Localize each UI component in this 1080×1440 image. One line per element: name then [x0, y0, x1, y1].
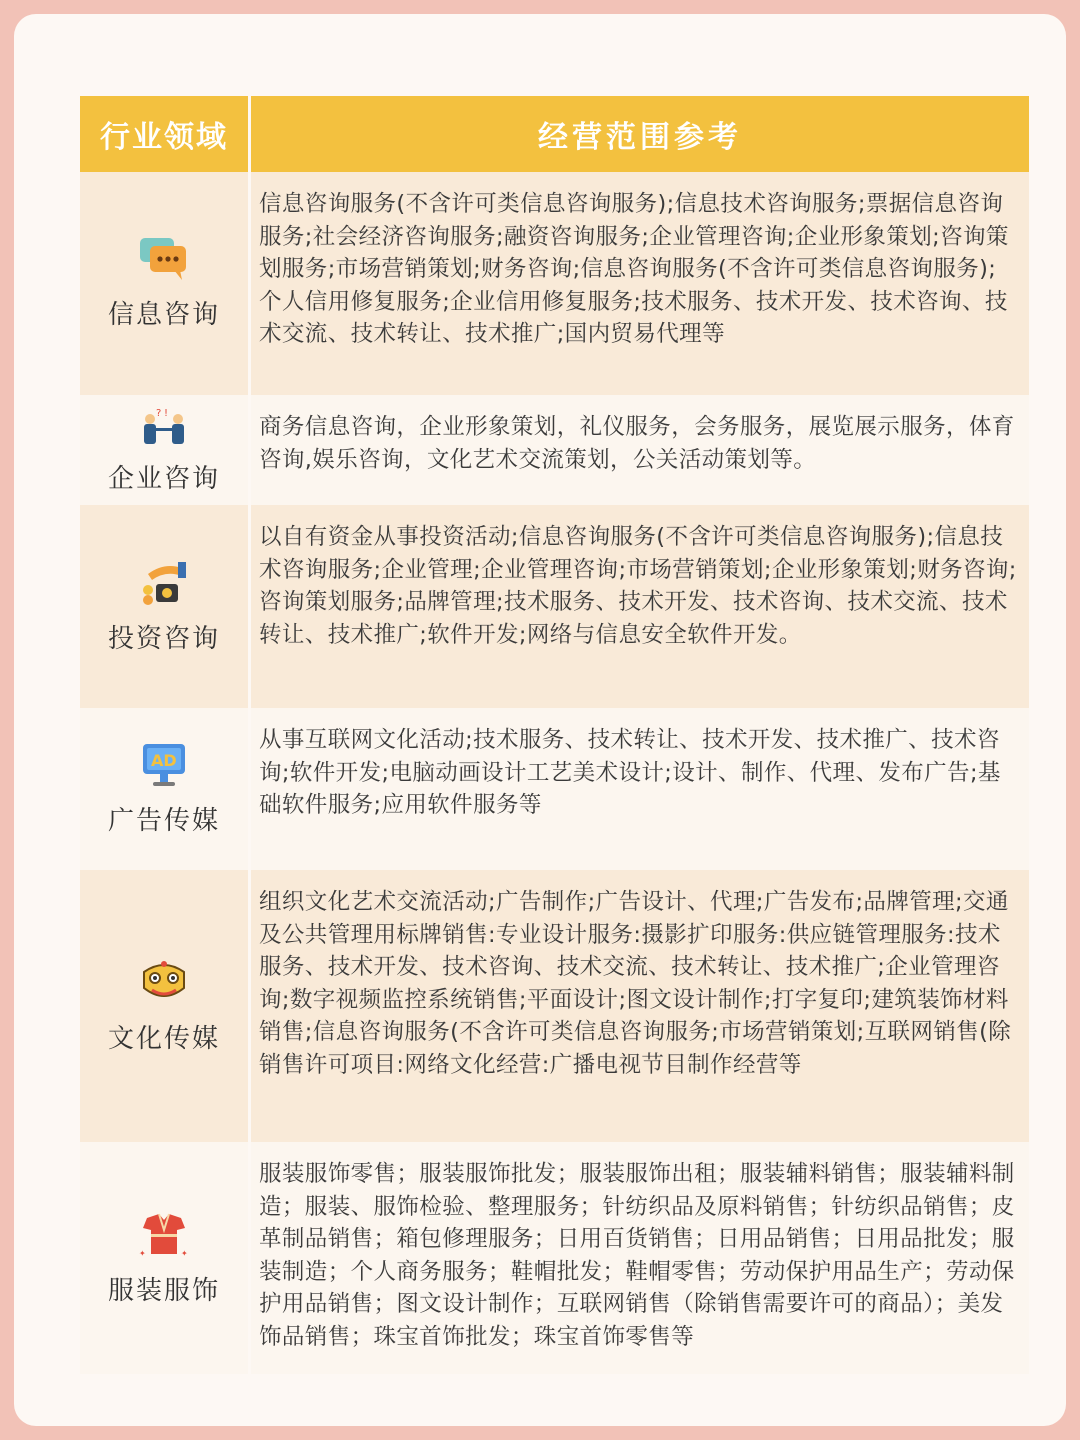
- table-row: [80, 1142, 1029, 1374]
- table-header: [80, 96, 1029, 172]
- category-cell: [80, 870, 251, 1142]
- table-row: [80, 505, 1029, 708]
- scope-text: 信息咨询服务(不含许可类信息咨询服务);信息技术咨询服务;票据信息咨询服务;社会经济咨询服务;融资咨询服务;企业管理咨询;企业形象策划;咨询策划服务;市场营销策划;财务咨询;信息咨询服务(不含许可类信息咨询服务);个人信用修复服务;企业信用修复服务;技术服务、技术开发、技术咨询、技术交流、技术转让、技术推广;国内贸易代理等: [251, 172, 1029, 395]
- category-cell: [80, 708, 251, 870]
- svg-text:?: ?: [156, 407, 162, 419]
- table-row: [80, 172, 1029, 395]
- category-label: 广告传媒: [107, 805, 220, 836]
- header-scope: 经营范围参考: [251, 96, 1029, 172]
- table-row: [80, 708, 1029, 870]
- scope-text: 以自有资金从事投资活动;信息咨询服务(不含许可类信息咨询服务);信息技术咨询服务;企业管理;企业管理咨询;市场营销策划;企业形象策划;财务咨询;咨询策划服务;品牌管理;技术服务、技术开发、技术咨询、技术交流、技术转让、技术推广;软件开发;网络与信息安全软件开发。: [251, 505, 1029, 708]
- ad-text: AD: [151, 750, 177, 770]
- category-cell: [80, 172, 251, 395]
- garment-icon: [139, 1210, 189, 1262]
- scope-text: 服装服饰零售；服装服饰批发；服装服饰出租；服装辅料销售；服装辅料制造；服装、服饰检验、整理服务；针纺织品及原料销售；针纺织品销售；皮革制品销售；箱包修理服务；日用百货销售；日用品销售；日用品批发；服装制造；个人商务服务；鞋帽批发；鞋帽零售；劳动保护用品生产；劳动保护用品销售；图文设计制作；互联网销售（除销售需要许可的商品）；美发饰品销售；珠宝首饰批发；珠宝首饰零售等: [251, 1142, 1029, 1374]
- svg-text:✦: ✦: [181, 1248, 188, 1258]
- table-row: [80, 870, 1029, 1142]
- content-card: [14, 14, 1066, 1426]
- businessmen-icon: [138, 406, 190, 450]
- category-label: 信息咨询: [107, 300, 220, 330]
- category-cell: [80, 1142, 251, 1374]
- table-row: [80, 395, 1029, 505]
- category-label: 服装服饰: [107, 1275, 220, 1306]
- scope-text: 商务信息咨询，企业形象策划，礼仪服务，会务服务，展览展示服务，体育咨询,娱乐咨询，文化艺术交流策划，公关活动策划等。: [251, 395, 1029, 505]
- category-cell: [80, 395, 251, 505]
- scope-text: 从事互联网文化活动;技术服务、技术转让、技术开发、技术推广、技术咨询;软件开发;电脑动画设计工艺美术设计;设计、制作、代理、发布广告;基础软件服务;应用软件服务等: [251, 708, 1029, 870]
- money-hand-icon: [138, 558, 190, 610]
- category-label: 投资咨询: [107, 624, 220, 654]
- svg-text:✦: ✦: [139, 1248, 146, 1258]
- category-cell: [80, 505, 251, 708]
- ad-monitor-icon: [139, 742, 189, 792]
- category-label: 企业咨询: [107, 463, 220, 494]
- business-scope-table: [80, 96, 1029, 1374]
- scope-text: 组织文化艺术交流活动;广告制作;广告设计、代理;广告发布;品牌管理;交通及公共管理用标牌销售:专业设计服务:摄影扩印服务:供应链管理服务:技术服务、技术开发、技术咨询、技术交流、技术转让、技术推广;企业管理咨询;数字视频监控系统销售;平面设计;图文设计制作;打字复印;建筑装饰材料销售;信息咨询服务(不含许可类信息咨询服务;市场营销策划;互联网销售(除销售许可项目:网络文化经营:广播电视节目制作经营等: [251, 870, 1029, 1142]
- svg-text:!: !: [164, 407, 169, 419]
- lion-dance-icon: [138, 958, 190, 1010]
- chat-bubbles-icon: [138, 236, 190, 286]
- header-industry: 行业领域: [80, 96, 251, 172]
- category-label: 文化传媒: [107, 1023, 220, 1054]
